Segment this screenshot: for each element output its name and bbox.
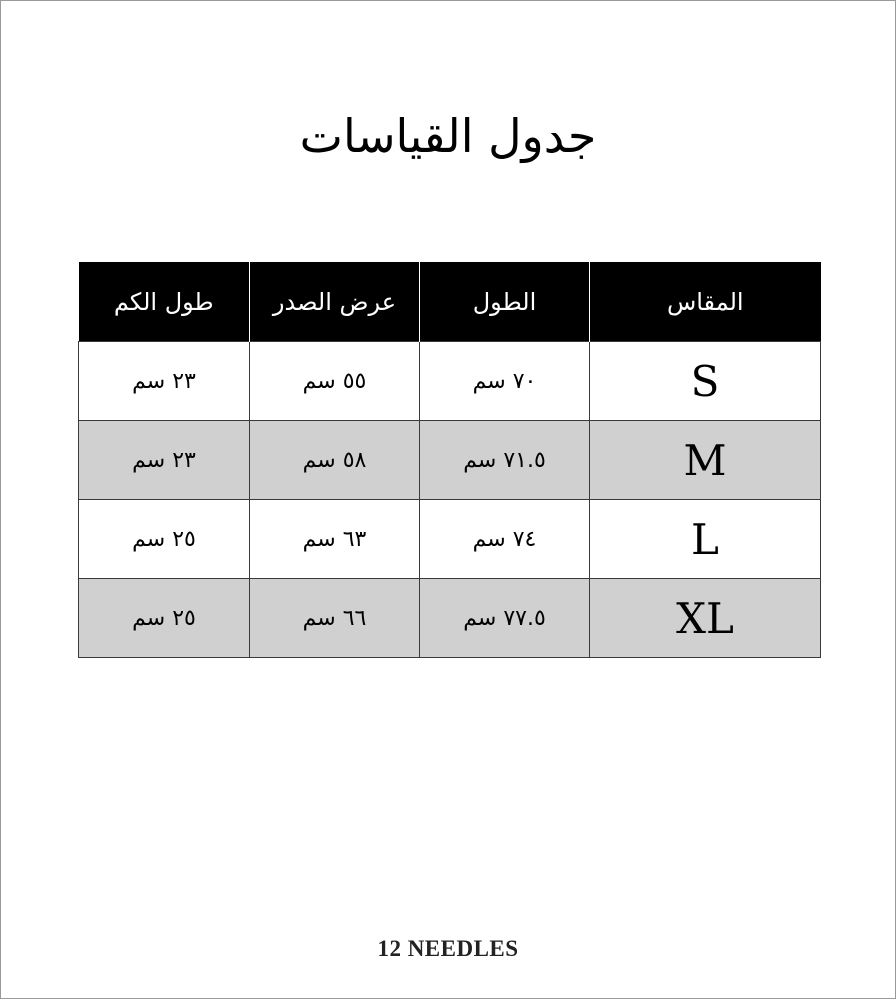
table-row <box>79 421 821 500</box>
sleeve-length-cell: ٢٥ سم <box>79 500 250 579</box>
size-cell: S <box>590 342 821 421</box>
chest-width-cell: ٥٥ سم <box>250 342 420 421</box>
sleeve-length-cell: ٢٣ سم <box>79 421 250 500</box>
page-title: جدول القياسات <box>299 109 597 163</box>
header-chest-width: عرض الصدر <box>250 262 420 342</box>
header-sleeve-length: طول الكم <box>79 262 250 342</box>
length-cell: ٧١.٥ سم <box>420 421 590 500</box>
table-row <box>79 579 821 658</box>
sleeve-length-cell: ٢٥ سم <box>79 579 250 658</box>
brand-logo-text: 12 NEEDLES <box>377 936 519 961</box>
table-row <box>79 342 821 421</box>
sleeve-length-cell: ٢٣ سم <box>79 342 250 421</box>
length-cell: ٧٤ سم <box>420 500 590 579</box>
size-table <box>78 262 821 658</box>
size-cell: L <box>590 500 821 579</box>
table-header-row <box>79 262 821 342</box>
chest-width-cell: ٥٨ سم <box>250 421 420 500</box>
length-cell: ٧٧.٥ سم <box>420 579 590 658</box>
size-cell: XL <box>590 579 821 658</box>
chest-width-cell: ٦٦ سم <box>250 579 420 658</box>
table-row <box>79 500 821 579</box>
header-length: الطول <box>420 262 590 342</box>
length-cell: ٧٠ سم <box>420 342 590 421</box>
header-size: المقاس <box>590 262 821 342</box>
chest-width-cell: ٦٣ سم <box>250 500 420 579</box>
size-cell: M <box>590 421 821 500</box>
